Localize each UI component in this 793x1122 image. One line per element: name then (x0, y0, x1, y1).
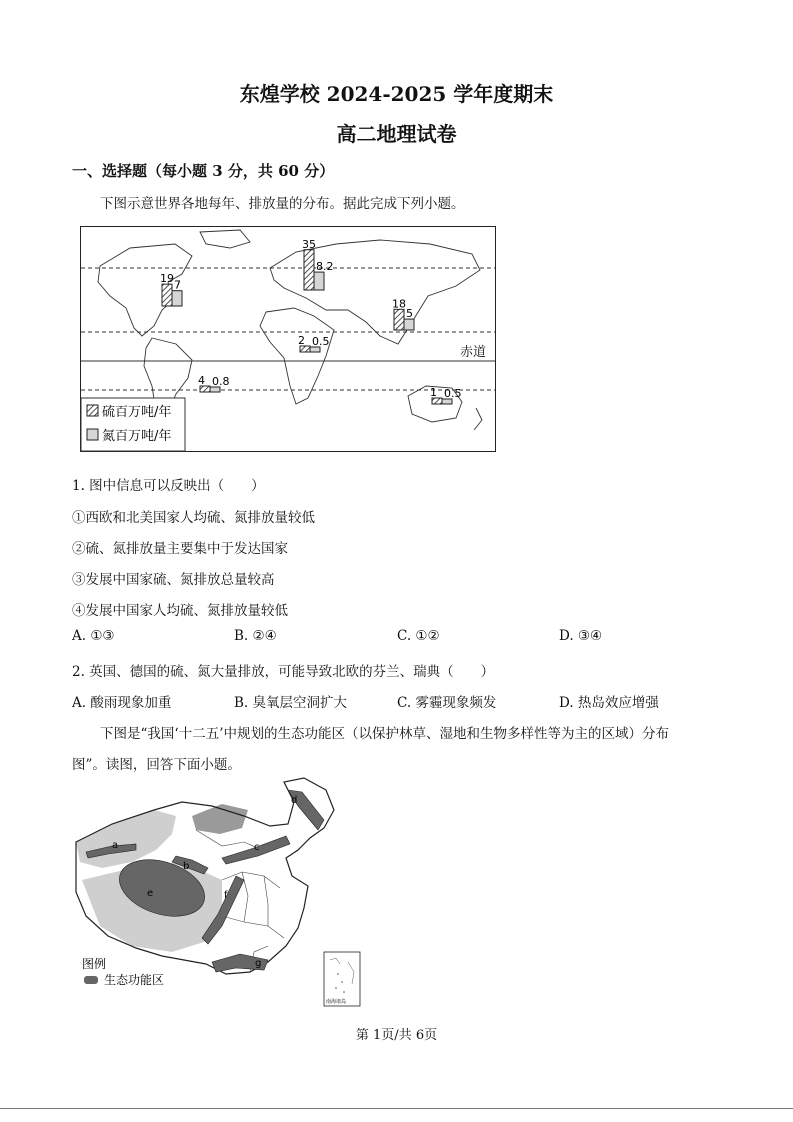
label-nitrogen-north-america: 7 (174, 278, 181, 292)
q1-option-a[interactable]: A. ①③ (72, 628, 115, 644)
label-nitrogen-east-asia: 5 (406, 307, 413, 321)
q2-option-b[interactable]: B. 臭氧层空洞扩大 (234, 695, 348, 711)
label-nitrogen-south-america: 0.8 (212, 375, 230, 388)
label-nitrogen-australia: 0.5 (444, 387, 462, 400)
legend-nitrogen-swatch (87, 429, 98, 440)
china-legend-title: 图例 (82, 957, 107, 971)
inset-label: 南海诸岛 (326, 999, 347, 1005)
bar-sulfur-europe (304, 250, 314, 290)
bar-sulfur-east-asia (394, 309, 404, 330)
legend-nitrogen-label: 氮百万吨/年 (102, 429, 172, 444)
intro-text-1: 下图示意世界各地每年、排放量的分布。据此完成下列小题。 (100, 196, 465, 212)
china-eco-zone-map (72, 776, 372, 1012)
china-legend-label: 生态功能区 (104, 973, 165, 987)
q2-option-d[interactable]: D. 热岛效应增强 (559, 695, 659, 711)
exam-title: 东煌学校 2024-2025 学年度期末 (239, 82, 554, 106)
exam-subtitle: 高二地理试卷 (336, 122, 457, 146)
zone-label-e: e (147, 888, 154, 899)
world-emission-map (80, 226, 496, 452)
q1-item-2: ②硫、氮排放量主要集中于发达国家 (72, 541, 288, 557)
label-sulfur-east-asia: 18 (392, 297, 406, 311)
label-sulfur-south-america: 4 (198, 374, 205, 387)
bar-nitrogen-north-america (172, 291, 182, 306)
q1-item-4: ④发展中国家人均硫、氮排放量较低 (72, 603, 288, 619)
legend-sulfur-label: 硫百万吨/年 (102, 405, 172, 420)
bar-sulfur-north-america (162, 284, 172, 306)
intro-text-2-line1: 下图是“我国‘十二五’中规划的生态功能区（以保护林草、湿地和生物多样性等为主的区域）分布 (100, 726, 669, 742)
q1-option-d[interactable]: D. ③④ (559, 628, 603, 644)
page-footer: 第 1页/共 6页 (355, 1028, 438, 1043)
zone-label-c: c (254, 842, 260, 853)
q2-option-c[interactable]: C. 雾霾现象频发 (397, 695, 497, 711)
q2-stem: 2. 英国、德国的硫、氮大量排放，可能导致北欧的芬兰、瑞典（ ） (72, 664, 495, 680)
label-sulfur-africa: 2 (298, 334, 305, 347)
zone-label-g: g (255, 958, 262, 969)
page-bottom-rule (0, 1108, 793, 1109)
legend-sulfur-swatch (87, 405, 98, 416)
south-china-sea-inset (324, 952, 360, 1006)
label-sulfur-australia: 1 (430, 386, 437, 399)
map-legend (81, 398, 185, 451)
label-sulfur-north-america: 19 (160, 272, 174, 286)
china-legend-swatch (84, 976, 98, 984)
q2-option-a[interactable]: A. 酸雨现象加重 (72, 695, 172, 711)
bar-nitrogen-europe (314, 272, 324, 290)
zone-label-f: f (224, 890, 228, 901)
q1-item-1: ①西欧和北美国家人均硫、氮排放量较低 (72, 510, 315, 526)
label-sulfur-europe: 35 (302, 237, 316, 251)
q1-stem: 1. 图中信息可以反映出（ ） (72, 478, 265, 494)
label-nitrogen-europe: 8.2 (316, 260, 334, 274)
label-nitrogen-africa: 0.5 (312, 335, 330, 348)
intro-text-2-line2: 图”。读图，回答下面小题。 (72, 757, 241, 773)
bar-nitrogen-east-asia (404, 319, 414, 330)
q1-option-b[interactable]: B. ②④ (234, 628, 277, 644)
q1-item-3: ③发展中国家硫、氮排放总量较高 (72, 572, 275, 588)
q1-option-c[interactable]: C. ①② (397, 628, 440, 644)
zone-label-d: d (291, 795, 298, 806)
equator-label: 赤道 (460, 345, 487, 360)
zone-label-b: b (183, 861, 190, 872)
zone-label-a: a (112, 840, 119, 851)
section-heading: 一、选择题（每小题 3 分，共 60 分） (72, 162, 335, 180)
